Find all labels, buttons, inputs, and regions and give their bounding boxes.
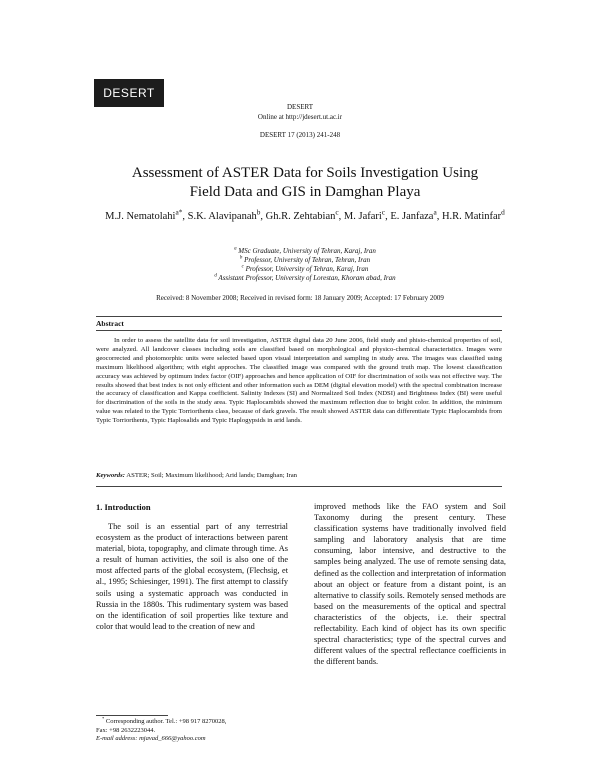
author: M.J. Nematolahi$^{a*}$: [105, 207, 183, 222]
affiliation: $^d$ Assistant Professor, University of Lorestan, Khoram abad, Iran: [214, 273, 396, 282]
body-column-right: [314, 501, 506, 667]
header-citation: DESERT 17 (2013) 241-248: [259, 131, 341, 139]
affiliation: $^b$ Professor, University of Tehran, Tehran, Iran: [239, 255, 371, 264]
keywords-text: ASTER; Soil; Maximum likelihood; Arid lands; Damghan; Iran: [126, 472, 298, 479]
affiliation: $^a$ MSc Graduate, University of Tehran, Karaj, Iran: [234, 246, 376, 255]
header-journal: DESERT: [286, 103, 314, 111]
author: E. Janfaza$^a$: [390, 207, 437, 222]
journal-badge: DESERT: [94, 79, 164, 107]
abstract-text: In order to assess the satellite data for soil investigation, ASTER digital data 20 June 2006, field study and phisio-chemical properties of soil, were analyzed. All landcover classes including soils are classified based on morphological and physico-chemical characteristics. Images were geocorrected and photomorphic units were selected based upon visual interpretation and sampling in study area. The images was classified using maximum likelihood algorithm; with eight approches. The classified image was compared with the ground truth map. The lowest classification accuracy was achieved by optimum index factor (OIF) approaches and hence application of OIF for discrimination of soils was not effective way. The results showed that best index is not only efficient and other information such as DEM (digital elevation model) with the spectral combination increase the accuracy of classification and Kappa coefficient. Salinity Indexes (SI) and Normalized Soil Index (NDSI) and Brightness Index (BI) were useful for discrimination of the soils in the study area. Typic Haplocambids showed the maximum reflection due to bright color. In addition, the minimum value was related to the Typic Torriorthents class, because of dark gravels. The result showed ASTER data can differentiate Typic Haplocambids from Typic Torriorthents, Typic Haplosalids and Typic Haplogypsids in arid lands.: [96, 337, 502, 425]
header-online: Online at http://jdesert.ut.ac.ir: [257, 113, 343, 121]
paragraph: The soil is an essential part of any terrestrial ecosystem as the product of interactions between parent material, biota, topography, and climate through time. As a result of human activities, the soil is also one of the most affected parts of the global ecosystem, (Flechsig, et al., 1995; Schiesinger, 1991). The first attempt to classify soils using a systematic approach was conducted in Russia in the 1880s. This rudimentary system was based on the identification of soil properties like texture and color that would lead to the creation of new and: [96, 522, 288, 631]
section-heading: 1. Introduction: [96, 502, 151, 512]
body-column-left: [96, 521, 288, 632]
abstract-divider: [96, 330, 502, 331]
keywords-label: Keywords:: [96, 472, 125, 479]
abstract-heading: Abstract: [96, 319, 124, 328]
received-dates: Received: 8 November 2008; Received in revised form: 18 January 2009; Accepted: 17 February 2009: [156, 294, 444, 302]
top-divider: [96, 316, 502, 317]
affiliation-list: [100, 247, 510, 283]
bottom-divider: [96, 486, 502, 487]
keywords: [96, 471, 502, 480]
footnote: * Corresponding author. Tel.: +98 917 8270028, Fax: +98 2632223044. E-mail address: mjavad_666@yahoo.com: [96, 715, 227, 743]
footnote-divider: [96, 715, 168, 716]
author: S.K. Alavipanah$^b$: [187, 207, 261, 222]
author: Gh.R. Zehtabian$^c$: [265, 207, 339, 222]
author: M. Jafari$^c$: [343, 207, 386, 222]
author: H.R. Matinfar$^d$: [441, 207, 505, 222]
author-list: M.J. Nematolahi$^{a*}$, S.K. Alavipanah$^b$, Gh.R. Zehtabian$^c$, M. Jafari$^c$, E. Janfaza$^a$, H.R. Matinfar$^d$: [105, 207, 505, 222]
affiliation: $^c$ Professor, University of Tehran, Karaj, Iran: [241, 264, 369, 273]
paper-title: Assessment of ASTER Data for Soils Investigation Using Field Data and GIS in Damghan Playa: [131, 165, 479, 200]
paragraph: improved methods like the FAO system and Soil Taxonomy during the present century. These classification systems have traditionally involved field sampling and laboratory analysis that are time consuming, labor intensive, and destructive to the samples being analyzed. The use of remote sensing data, defined as the collection and interpretation of information about an object or feature from a distant point, is an alternative to classify soils. Remotely sensed methods are based on the measurements of the optical and spectral characteristics of the objects, i.e. their spectral reflectability. Each kind of object has its own specific spectral characteristics; type of the spectral curves and different values of the spectral reflectance coefficients in the different bands.: [314, 502, 506, 667]
